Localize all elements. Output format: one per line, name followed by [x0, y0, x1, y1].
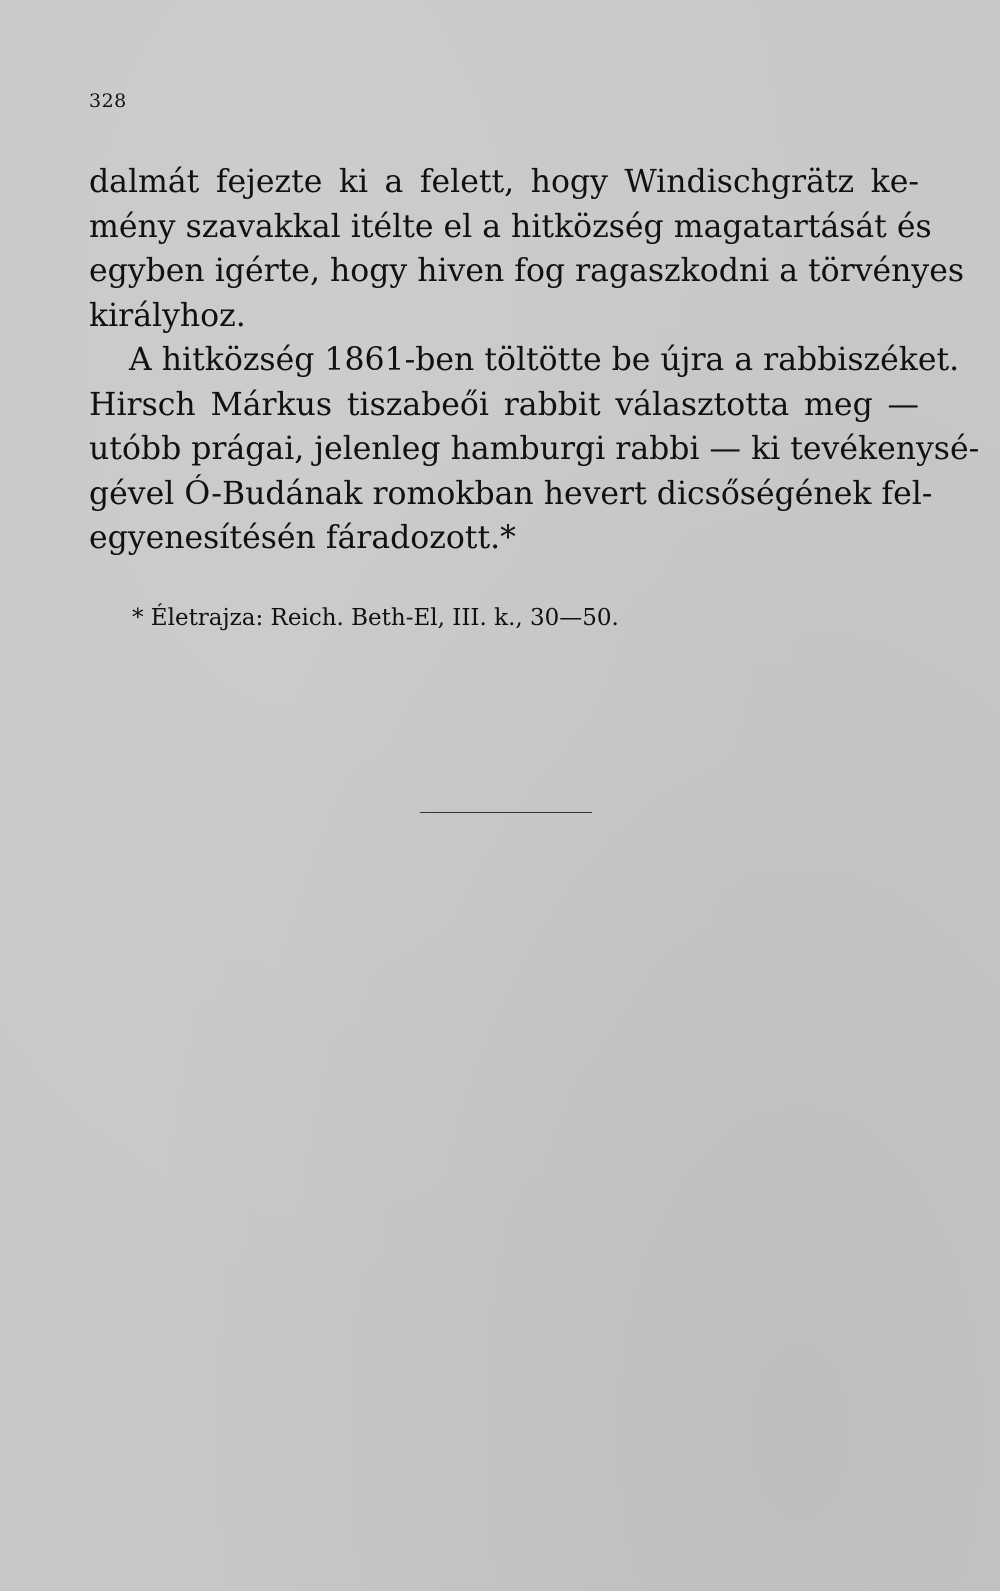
text-line: egyenesítésén fáradozott.*: [89, 520, 516, 556]
text-line: utóbb prágai, jelenleg hamburgi rabbi — ki tevékenysé-: [89, 431, 980, 467]
section-separator: [420, 812, 592, 813]
page-number: 328: [89, 90, 127, 112]
text-line: dalmát fejezte ki a felett, hogy Windischgrätz ke-: [89, 164, 919, 200]
footnote: * Életrajza: Reich. Beth-El, III. k., 30—50.: [132, 605, 619, 631]
text-line: Hirsch Márkus tiszabeői rabbit választotta meg —: [89, 386, 919, 423]
text-line: egyben igérte, hogy hiven fog ragaszkodni a törvényes: [89, 253, 965, 289]
text-line: A hitközség 1861-ben töltötte be újra a rabbiszéket.: [129, 342, 960, 378]
text-line: mény szavakkal itélte el a hitközség magatartását és: [89, 208, 932, 245]
text-line: gével Ó-Budának romokban hevert dicsőségének fel-: [89, 475, 933, 512]
body-text: [89, 160, 980, 561]
text-line: királyhoz.: [89, 297, 246, 334]
